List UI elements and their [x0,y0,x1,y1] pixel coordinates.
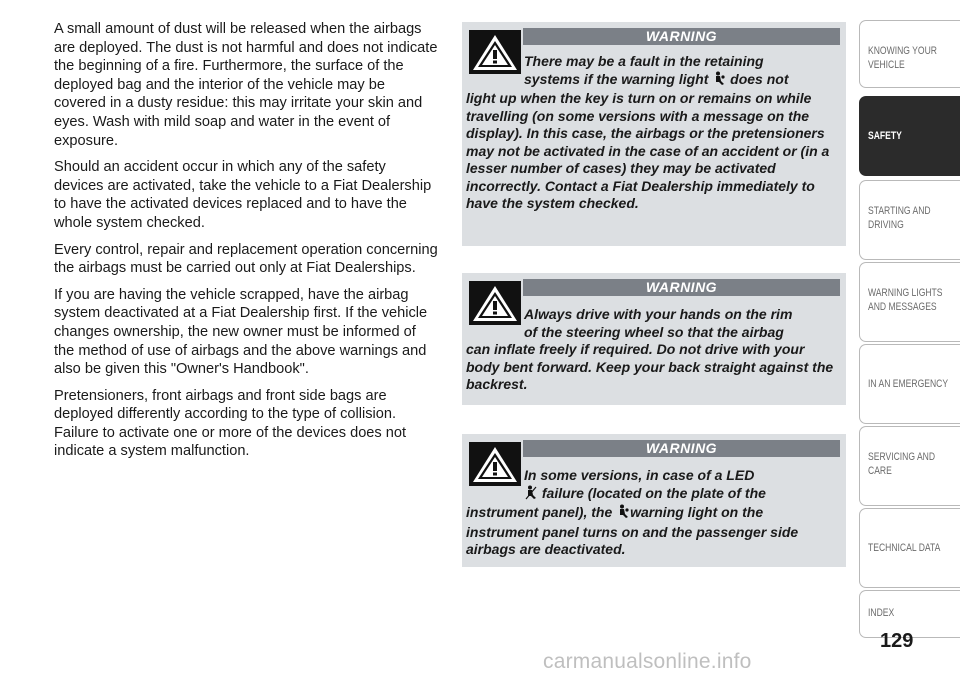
paragraph: Every control, repair and replacement operation concerning the airbags must be carried out only at Fiat Dealerships. [54,241,438,277]
tab-in-an-emergency[interactable] [859,344,960,424]
tab-label: KNOWING YOUR [868,45,937,57]
tab-label: IN AN EMERGENCY [868,378,949,390]
warning-text [466,53,836,213]
warning-line [466,504,763,520]
watermark: carmanualsonline.info [543,650,752,673]
tab-label: WARNING LIGHTS [868,287,943,299]
paragraph: Pretensioners, front airbags and front side bags are deployed differently according to the type of collision. Failure to activate one or more of the devices does not indicate a system malfunction. [54,387,407,460]
paragraph: A small amount of dust will be released when the airbags are deployed. The dust is not harmful and does not indicate the beginning of a fire. Furthermore, the surface of the deployed bag and the interior of the vehicle may be covered in a dusty residue: this may irritate your skin and eyes. Wash with mild soap and water in the event of exposure. [54,21,438,149]
warning-line: can inflate freely if required. Do not drive with your body bent forward. Keep your back straight against the backrest. [466,341,834,392]
tab-label: TECHNICAL DATA [868,542,941,554]
tab-label: SERVICING AND [868,451,936,463]
warning-text [466,467,836,559]
warning-line [466,485,836,505]
tab-knowing-your-vehicle[interactable] [859,20,960,88]
warning-title: WARNING [523,279,840,296]
page-number: 129 [880,630,914,652]
warning-line: instrument panel turns on and the passenger side airbags are deactivated. [466,523,799,557]
warning-title: WARNING [523,28,840,45]
paragraph: Should an accident occur in which any of the safety devices are activated, take the vehicle to a Fiat Dealership to have the activated devices replaced and to have the whole system checked. [54,159,432,231]
tab-servicing-and-care[interactable] [859,426,960,506]
warning-line-part: warning light on the [630,504,764,520]
tab-label: STARTING AND [868,205,931,217]
tab-starting-and-driving[interactable] [859,180,960,260]
warning-title: WARNING [523,440,840,457]
warning-line-part: instrument panel), the [466,504,613,520]
warning-line: Always drive with your hands on the rim [524,306,793,322]
passenger-airbag-off-icon [525,485,537,505]
warning-line-part: failure (located on the plate of the [541,484,766,501]
warning-box [462,22,846,246]
warning-box [462,273,846,405]
airbag-warning-icon [713,71,725,91]
warning-line [466,71,836,91]
tab-technical-data[interactable] [859,508,960,588]
warning-box [462,434,846,567]
tab-label: VEHICLE [868,59,905,71]
tab-label: CARE [868,465,892,477]
warning-line-part: does not [730,70,789,87]
body-text-column [54,20,439,469]
warning-text [466,306,836,394]
tab-safety[interactable] [859,96,960,176]
tab-warning-lights-and-messages[interactable] [859,262,960,342]
airbag-warning-icon [617,504,629,524]
paragraph: If you are having the vehicle scrapped, have the airbag system deactivated at a Fiat Dealership first. If the vehicle changes ownership, the new owner must be informed of the method of use of airbags and the above warnings and also be given this "Owner's Handbook". [54,286,428,378]
warning-line: light up when the key is turn on or remains on while travelling (on some versions with a message on the display). In this case, the airbags or the pretensioners may not be activated in the case of an accident or (in a lesser number of cases) they may be activated incorrectly. Contact a Fiat Dealership immediately to have the system checked. [466,90,830,211]
warning-line: In some versions, in case of a LED [524,467,755,483]
warning-line-part: systems if the warning light [524,70,709,87]
tab-label: DRIVING [868,219,904,231]
tab-label: SAFETY [868,130,902,142]
warning-line: of the steering wheel so that the airbag [524,323,784,340]
tab-label: INDEX [868,607,895,619]
tab-label: AND MESSAGES [868,301,937,313]
warning-line: There may be a fault in the retaining [524,53,764,69]
